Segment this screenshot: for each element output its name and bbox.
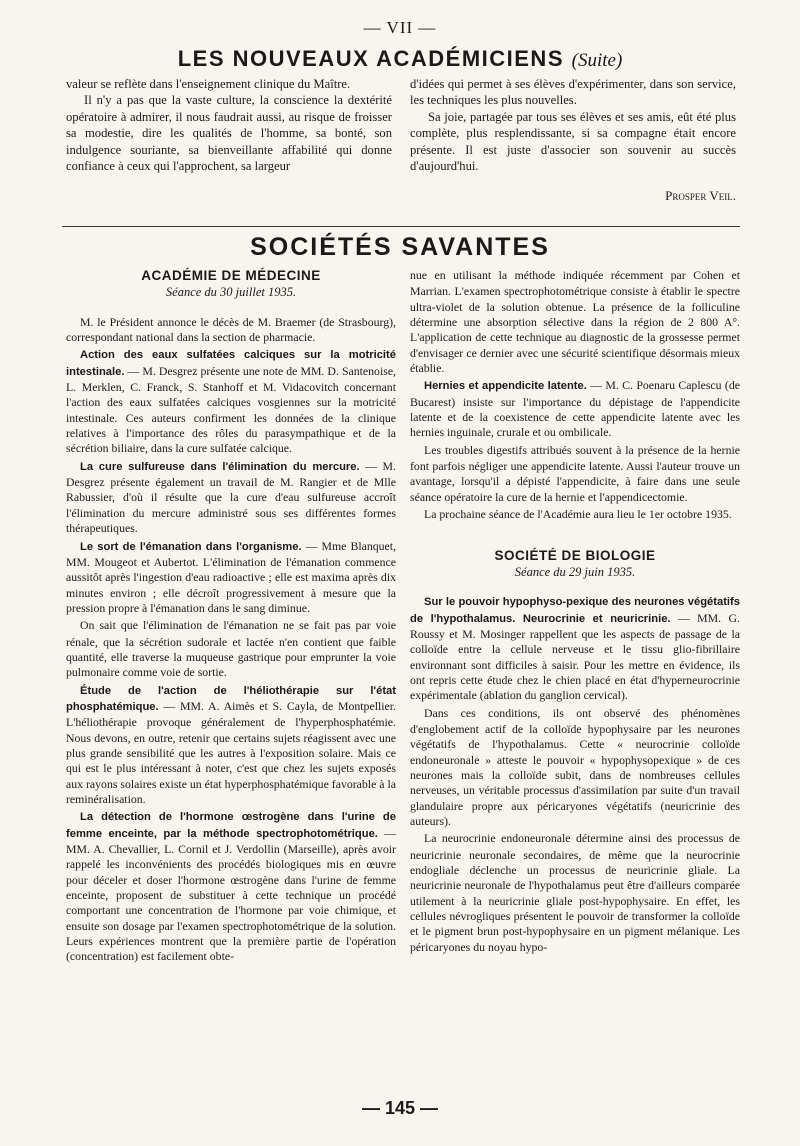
- paragraph: [410, 831, 740, 955]
- paragraph-body: nue en utilisant la méthode indiquée récemment par Cohen et Marrian. L'examen spectrophotométrique consiste à établir le spectre ultra-violet de la solution obtenue. La présence de la folliculine détermine une absorption sélective dans la région de 2 800 A°. L'application de cette technique au diagnostic de la grossesse permet d'envisager ce dernier avec une sécurité scientifique désormais mieux établie.: [410, 268, 740, 376]
- communication-body: — MM. A. Aimès et S. Cayla, de Montpellier. L'héliothérapie provoque généralement de l'hyperphosphatémie. Nous devons, en outre, retenir que certains sujets réagissent avec une plus grande sensibilité que les autres à l'exposition solaire. Mais ce qui est le plus intéressant à noter, c'est que chez les sujets exposés aux rayons solaires existe un état hyperphosphatémique favorable à la reminéralisation.: [66, 698, 396, 806]
- communication-item: [410, 378, 740, 440]
- author-signature: Prosper Veil.: [665, 188, 736, 204]
- academie-intro: M. le Président annonce le décès de M. Braemer (de Strasbourg), correspondant national dans la section de pharmacie.: [66, 314, 396, 345]
- communication-body: — M. Desgrez présente également un travail de M. Rangier et de Mlle Rabussier, d'où il résulte que la cure d'eau sulfureuse accroît l'élimination du mercure administré sous ses différentes formes thérapeutiques.: [66, 458, 396, 536]
- page-number: — 145 —: [361, 1098, 439, 1118]
- communication-item: [66, 347, 396, 456]
- communication-title: Le sort de l'émanation dans l'organisme.: [80, 540, 302, 553]
- communication-item: [66, 683, 396, 808]
- communication-title: La cure sulfureuse dans l'élimination du mercure.: [80, 460, 360, 473]
- communication-title: Étude de l'action de l'héliothérapie sur l'état phosphatémique.: [66, 684, 396, 713]
- communication-item: [66, 618, 396, 680]
- right-lower-column: [410, 268, 740, 957]
- section-title: SOCIÉTÉS SAVANTES: [250, 233, 550, 261]
- title-text: LES NOUVEAUX ACADÉMICIENS: [177, 46, 564, 71]
- paragraph: Il n'y a pas que la vaste culture, la conscience la dextérité opératoire à admirer, il nous faudrait aussi, au risque de froisser sa modestie, dire les qualités de l'homme, sa bonté, son indulgence souriante, sa bienveillante affabilité qui donne confiance à ceux qui l'approchent, sa largeur: [66, 93, 392, 174]
- paragraph: [410, 443, 740, 505]
- biologie-seance-date: Séance du 29 juin 1935.: [514, 564, 636, 579]
- paragraph: valeur se reflète dans l'enseignement clinique du Maître.: [66, 77, 351, 91]
- communication-item: [66, 459, 396, 537]
- academie-seance-date: Séance du 30 juillet 1935.: [165, 285, 297, 300]
- communication-title: Action des eaux sulfatées calciques sur la motricité intestinale.: [66, 349, 396, 378]
- biologie-heading: SOCIÉTÉ DE BIOLOGIE: [494, 547, 656, 563]
- continued-paragraph: [410, 268, 740, 376]
- communication-body: On sait que l'élimination de l'émanation ne se fait pas par voie rénale, que la sécrétion sudorale et lactée n'en contient que faible quantité, elle traverse la muqueuse gastrique pour emprunter la voie pulmonaire comme voie de sortie.: [66, 618, 396, 680]
- communication-title: Hernies et appendicite latente.: [424, 380, 587, 393]
- paragraph: d'idées qui permet à ses élèves d'expérimenter, dans son service, les techniques les plus nouvelles.: [410, 77, 736, 108]
- paragraph-body: Dans ces conditions, ils ont observé des phénomènes d'englobement actif de la colloïde hypophysaire par les neurones végétatifs de l'hypothalamus. Cette « neurocrinie colloïde endoneuronale » atteste le pouvoir « hypophysopexique » de ces neurones mais la colloïde subit, dans de nombreuses cellules nerveuses, un véritable processus d'assimilation par suite d'un travail glandulaire propre aux péricaryones végétatifs (neuricrinie des auteurs).: [410, 705, 740, 828]
- communication-body: — MM. A. Chevallier, L. Cornil et J. Verdollin (Marseille), après avoir rappelé les inconvénients des procédés biologiques mis en œuvre pour déceler et doser l'hormone œstrogène dans l'urine de femme enceinte, proposent de substituer à cette technique un procédé comportant une concentration de l'hormone par voie chimique, et ensuite son dosage par l'examen spectrophotométrique de la solution. Leurs expériences montrent que la première partie de l'opération (concentration) est facilement obte-: [66, 825, 396, 964]
- communication-item: [410, 594, 740, 703]
- communication-body: — MM. G. Roussy et M. Mosinger rappellent que les aspects de passage de la colloïde entre la cellule nerveuse et le tissu glio-fibrillaire environnant sont difficiles à saisir. Pour les mettre en évidence, ils ont repris cette étude chez le chien placé en état d'hyperneurocrinie expérimentale (ablation du ganglion cervical).: [410, 610, 740, 703]
- page-roman-numeral: — VII —: [363, 18, 437, 37]
- next-session-note: [410, 507, 740, 523]
- paragraph-body: La prochaine séance de l'Académie aura lieu le 1er octobre 1935.: [424, 507, 732, 522]
- paragraph-body: Les troubles digestifs attribués souvent à la présence de la hernie font parfois négliger une appendicite latente. Aussi l'auteur trouve un avantage, lorsqu'il a dépisté l'appendicite, à faire dans une seule séance opératoire la cure de la hernie et l'appendicectomie.: [410, 442, 740, 504]
- section-divider: [62, 226, 740, 227]
- communication-title: La détection de l'hormone œstrogène dans l'urine de femme enceinte, par la méthode spectrophotométrique.: [66, 811, 396, 840]
- academie-column: [66, 268, 396, 967]
- communication-item: [66, 809, 396, 964]
- paragraph-body: La neurocrinie endoneuronale détermine ainsi des processus de neuricrinie neuronale secondaires, de même que la neurocrinie endogliale déclenche un processus de neuricrinie gliale. La neuricrinie neuronale de l'hypothalamus peut être d'ailleurs comparée utilement à la neuricrinie gliale post-hypophysaire. En effet, les cellules névrogliques présentent le pouvoir de transformer la colloïde et le pigment brun post-hypophysaire en un pigment mélanique. Les péricaryones du noyau hypo-: [410, 831, 740, 954]
- title-suite: (Suite): [571, 50, 623, 71]
- page-title: [0, 46, 800, 72]
- communication-item: [66, 539, 396, 617]
- top-article-right-column: [410, 76, 736, 205]
- paragraph: [410, 706, 740, 830]
- communication-title: Sur le pouvoir hypophyso-pexique des neurones végétatifs de l'hypothalamus. Neurocrinie et neuricrinie.: [410, 596, 740, 625]
- paragraph: Sa joie, partagée par tous ses élèves et ses amis, eût été plus complète, plus resplendissante, si sa compagne était encore présente. Il est juste d'associer son souvenir au succès d'aujourd'hui.: [410, 109, 736, 174]
- communication-body: — Mme Blanquet, MM. Mougeot et Aubertot. L'élimination de l'émanation commence aussitôt après l'ingestion d'eau radioactive ; elle est maxima après dix minutes environ ; elle décroît progressivement à mesure que la pression propre à l'émanation dans le sang diminue.: [66, 538, 396, 615]
- academie-heading: ACADÉMIE DE MÉDECINE: [141, 268, 321, 283]
- communication-body: — M. C. Poenaru Caplescu (de Bucarest) insiste sur l'importance du dépistage de l'appendicite latente et de la coexistence de cette appendicite latente avec les hernies inguinale, crurale et ou ombilicale.: [410, 378, 740, 440]
- communication-body: — M. Desgrez présente une note de MM. D. Santenoise, L. Merklen, C. Franck, S. Stanhoff et M. Vidacovitch concernant l'action des eaux sulfatées calciques vosgiennes sur la motricité intestinale. Ces auteurs confirment les données de la clinique relatives à l'importance des rôles du parasympathique et de la sécrétion biliaire, dans la cure sulfatée calcique.: [66, 363, 396, 456]
- top-article-left-column: [66, 76, 392, 174]
